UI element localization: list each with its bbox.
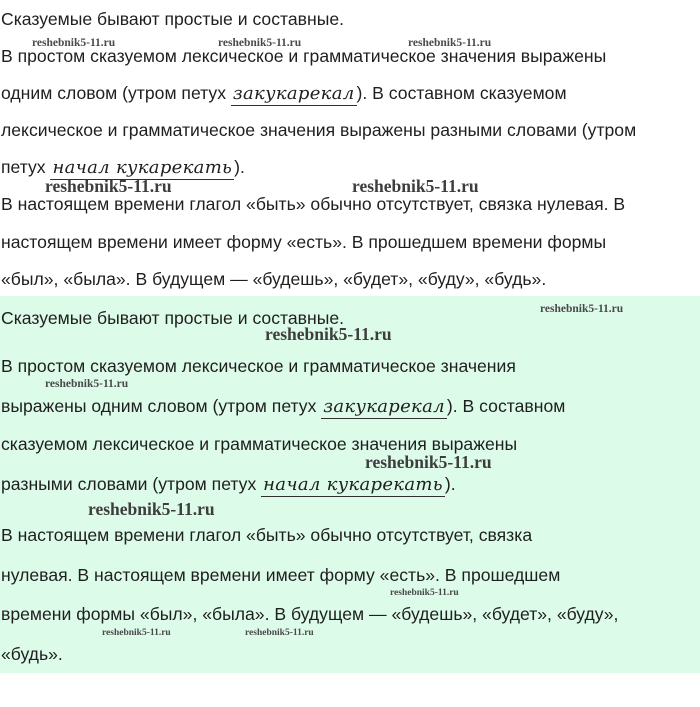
watermark: reshebnik5-11.ru [365, 452, 492, 472]
text-fragment: одним словом (утром петух [1, 83, 231, 103]
watermark: reshebnik5-11.ru [265, 324, 392, 344]
text-fragment: ). В составном [446, 396, 566, 416]
watermark: reshebnik5-11.ru [408, 37, 492, 49]
watermark: reshebnik5-11.ru [45, 378, 129, 390]
text-line: В простом сказуемом лексическое и грамматическое значения выражены [1, 46, 607, 66]
text-line: В настоящем времени глагол «быть» обычно отсутствует, связка [1, 525, 533, 545]
watermark: reshebnik5-11.ru [352, 176, 479, 196]
watermark: reshebnik5-11.ru [88, 499, 215, 519]
text-line: Сказуемые бывают простые и составные. [1, 9, 345, 29]
text-fragment: ). [234, 157, 245, 177]
handwritten-phrase: начал кукарекать [52, 157, 233, 178]
solution-text-section [0, 296, 700, 673]
watermark: reshebnik5-11.ru [245, 628, 314, 638]
text-line: В простом сказуемом лексическое и грамматическое значения [1, 356, 516, 376]
text-fragment: петух [1, 157, 51, 177]
text-fragment: разными словами (утром петух [1, 474, 262, 494]
text-line: Сказуемые бывают простые и составные. [1, 308, 345, 328]
watermark: reshebnik5-11.ru [102, 628, 171, 638]
original-text-section [0, 0, 700, 296]
watermark: reshebnik5-11.ru [45, 176, 172, 196]
text-line: «был», «была». В будущем — «будешь», «будет», «буду», «будь». [1, 269, 547, 289]
watermark: reshebnik5-11.ru [540, 303, 624, 315]
watermark: reshebnik5-11.ru [218, 37, 302, 49]
handwritten-phrase: начал кукарекать [263, 474, 443, 495]
text-fragment: ). [444, 474, 456, 494]
text-line: настоящем времени имеет форму «есть». В прошедшем времени формы [1, 232, 607, 252]
text-line [1, 473, 456, 496]
text-line: лексическое и грамматическое значения выражены разными словами (утром [1, 120, 637, 140]
text-line [1, 82, 567, 105]
handwritten-word: закукарекал [232, 83, 355, 104]
text-line: «будь». [1, 644, 63, 664]
text-line: времени формы «был», «была». В будущем — «будешь», «будет», «буду», [1, 604, 619, 624]
text-line: В настоящем времени глагол «быть» обычно отсутствует, связка нулевая. В [1, 194, 626, 214]
text-fragment: выражены одним словом (утром петух [1, 396, 322, 416]
handwritten-word: закукарекал [323, 396, 445, 417]
watermark: reshebnik5-11.ru [32, 37, 116, 49]
text-fragment: ). В составном сказуемом [356, 83, 567, 103]
text-line: нулевая. В настоящем времени имеет форму «есть». В прошедшем [1, 565, 561, 585]
text-line: сказуемом лексическое и грамматическое значения выражены [1, 434, 518, 454]
watermark: reshebnik5-11.ru [390, 588, 459, 598]
text-line [1, 395, 565, 418]
